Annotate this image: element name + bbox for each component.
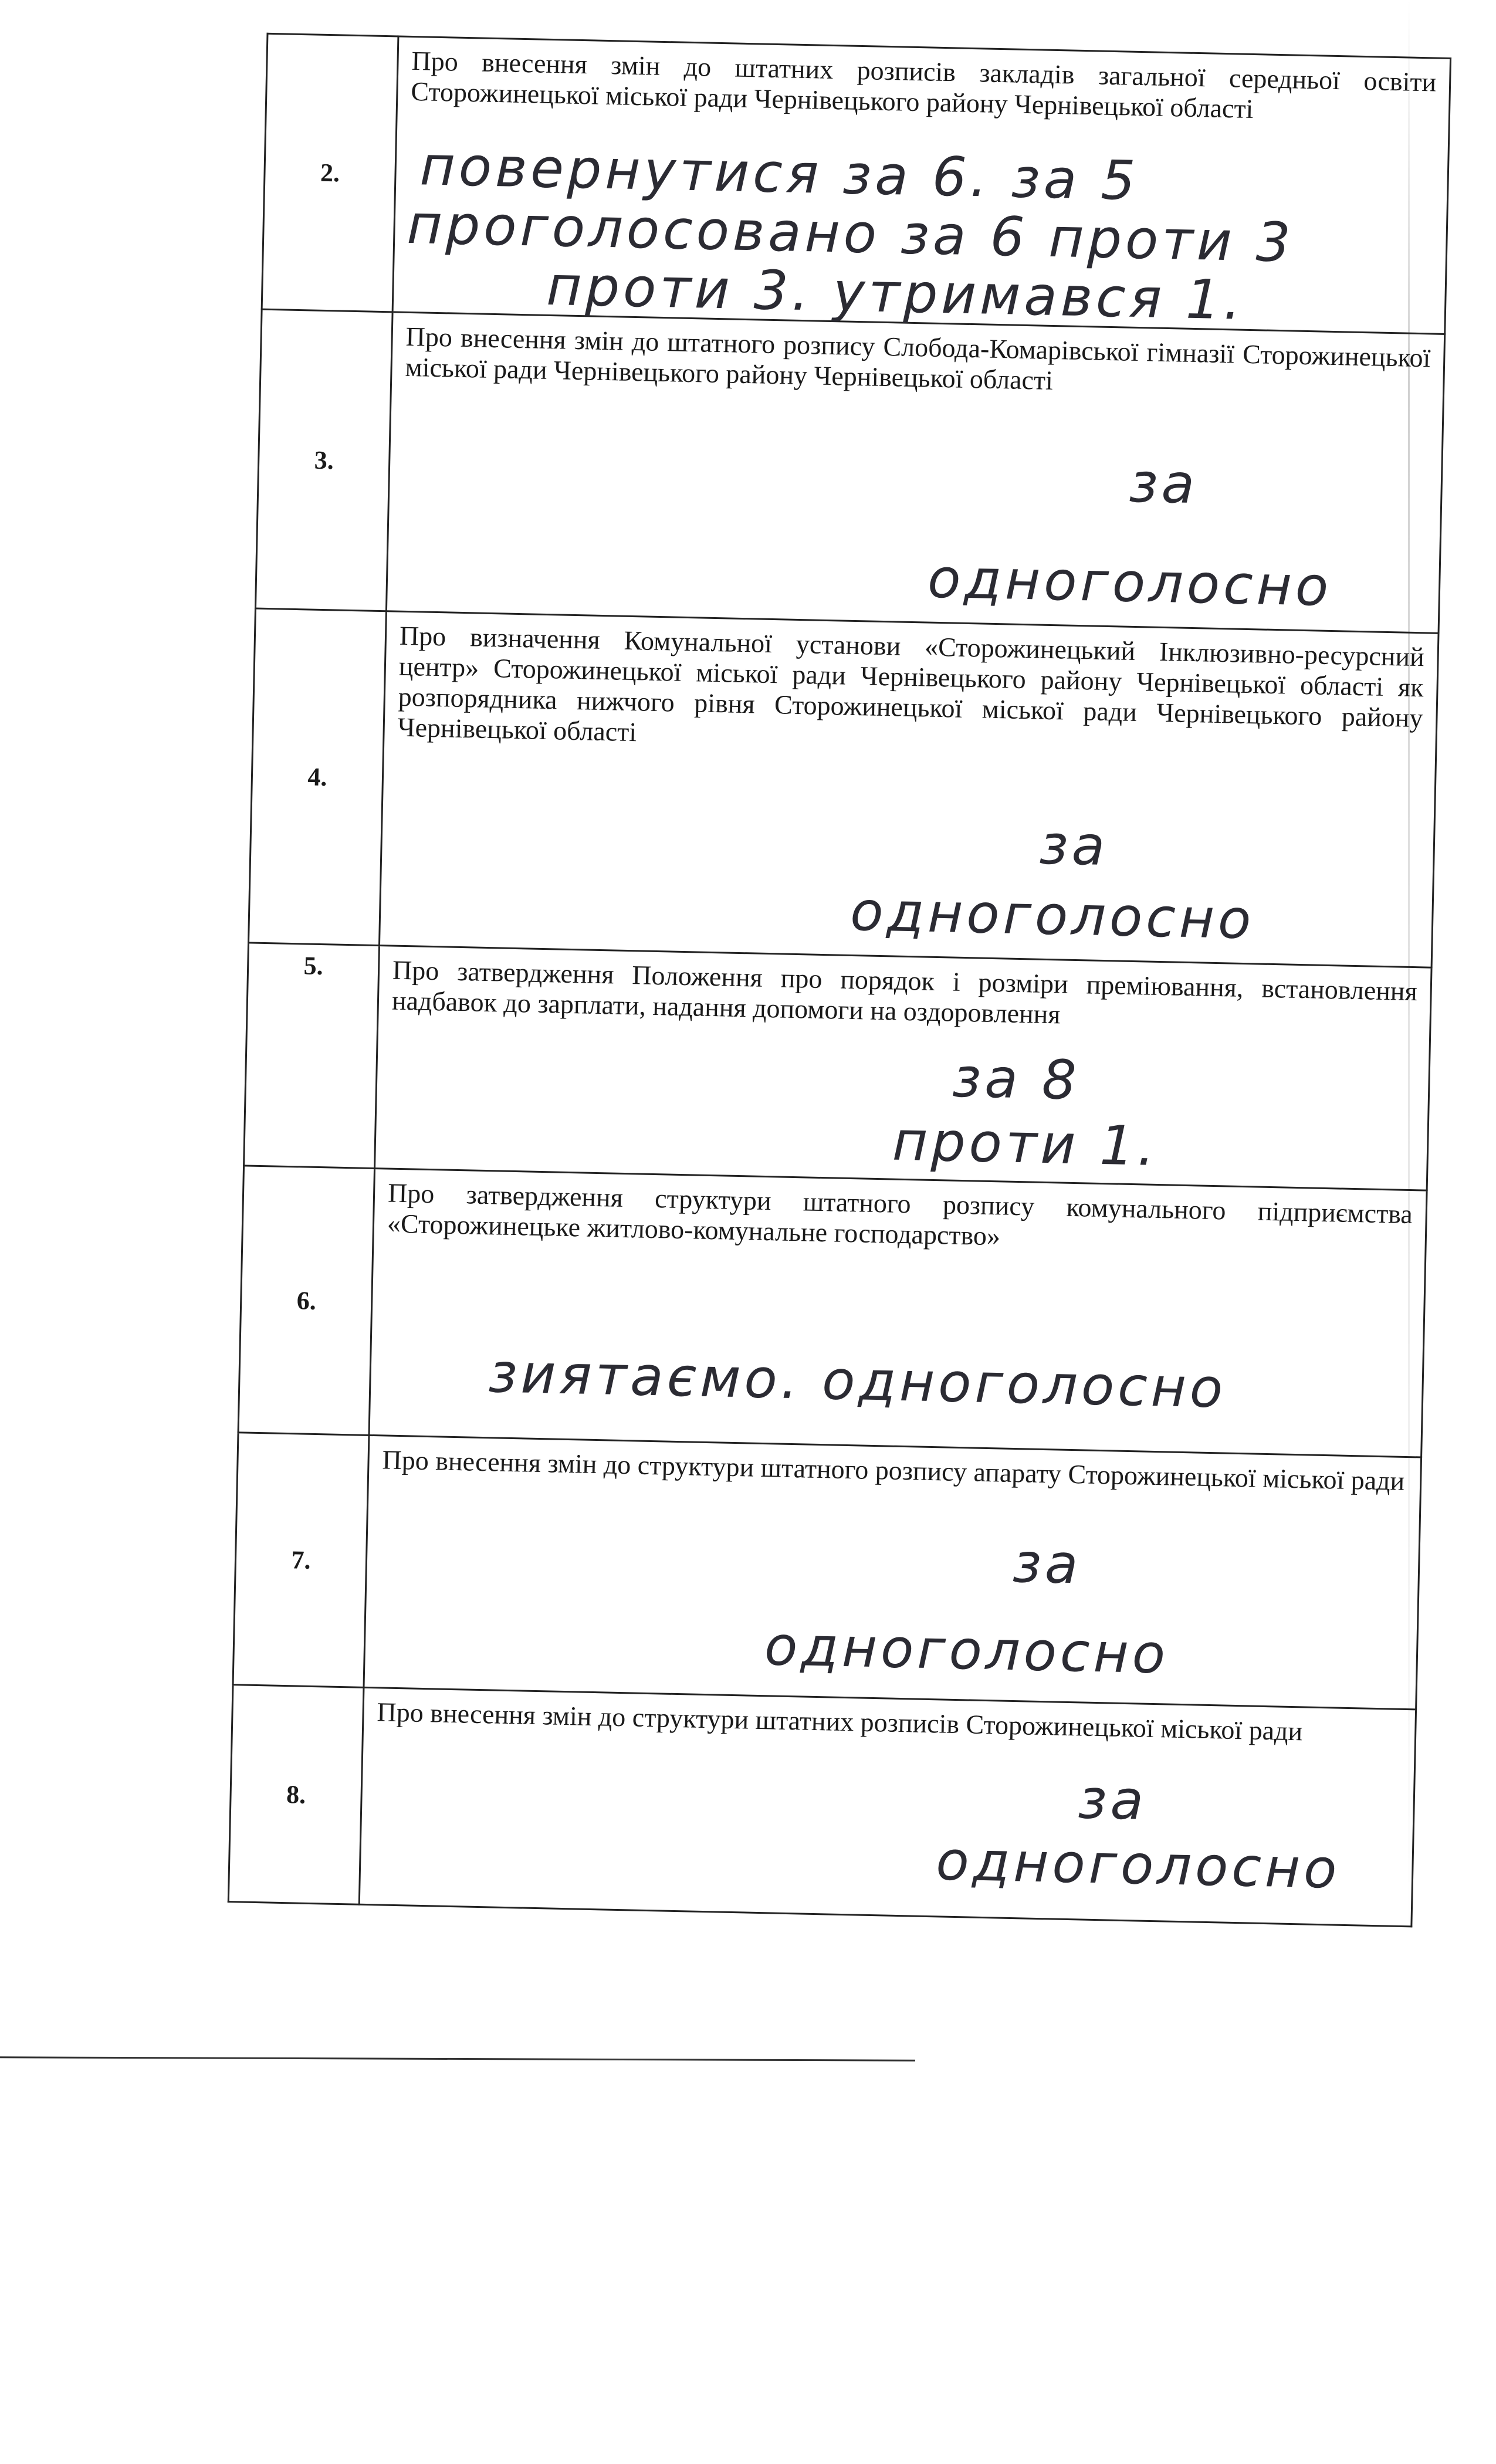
page-bottom-edge-line [0,2056,915,2061]
handwritten-vote-note: проти 3. утримався 1. [546,254,1245,332]
agenda-cell [375,946,1432,1190]
table-row [262,33,1450,334]
handwritten-vote-note: одноголосно [763,1615,1170,1686]
agenda-cell [359,1687,1416,1926]
agenda-text: Про внесення змін до структури штатного розпису апарату Сторожинецької міської ради [382,1444,1405,1496]
handwritten-vote-note: за [1012,1531,1082,1596]
handwritten-vote-note: проголосовано за 6 проти 3 [406,192,1295,275]
agenda-cell [369,1169,1427,1457]
handwritten-vote-note: за [1128,451,1199,516]
table-row [255,309,1444,633]
item-number: 7. [233,1433,369,1688]
table-row [233,1433,1421,1710]
item-number: 3. [255,309,392,611]
table-row [249,608,1439,967]
handwritten-vote-note: за [1077,1768,1148,1832]
agenda-text: Про внесення змін до штатних розписів закладів загальної середньої освіти Сторожинецької міської ради Чернівецького району Чернівецької області [410,45,1437,124]
item-number: 8. [228,1685,364,1905]
handwritten-vote-note: повернутися за 6. за 5 [419,134,1140,212]
handwritten-vote-note: за [1038,813,1109,878]
agenda-text: Про затвердження Положення про порядок і розміри преміювання, встановлення надбавок до зарплати, надання допомоги на оздоровлення [391,955,1418,1030]
agenda-text: Про внесення змін до штатного розпису Слобода-Комарівської гімназії Сторожинецької міської ради Чернівецького району Чернівецької області [405,321,1431,395]
table-row [228,1685,1416,1927]
agenda-text: Про внесення змін до структури штатних розписів Сторожинецької міської ради [377,1697,1303,1747]
handwritten-vote-note: одноголосно [849,879,1255,952]
agenda-cell [364,1435,1421,1709]
agenda-cell [392,36,1450,334]
table-row [238,1166,1427,1457]
handwritten-vote-note: одноголосно [935,1829,1341,1901]
agenda-text: Про визначення Комунальної установи «Сторожинецький Інклюзивно-ресурсний центр» Сторожинецької міської ради Чернівецького району Чернівецької області як розпорядника нижчого рівня Сторожинецької міської ради Чернівецького району Чернівецької області [397,620,1425,747]
item-number: 2. [262,33,398,312]
agenda-cell [386,312,1444,633]
agenda-cell [379,611,1439,967]
voting-table [228,33,1451,1928]
handwritten-vote-note: проти 1. [892,1109,1159,1178]
handwritten-vote-note: одноголосно [927,547,1333,618]
item-number: 5. [244,943,380,1169]
item-number: 6. [238,1166,374,1436]
protocol-sheet [66,18,1496,1941]
table-row [244,943,1432,1190]
item-number: 4. [249,608,387,946]
handwritten-vote-note: за 8 [952,1046,1081,1112]
agenda-text: Про затвердження структури штатного розпису комунального підприємства «Сторожинецьке житлово-комунальне господарство» [387,1177,1413,1251]
handwritten-vote-note: зиятаємо. одноголосно [488,1342,1227,1420]
